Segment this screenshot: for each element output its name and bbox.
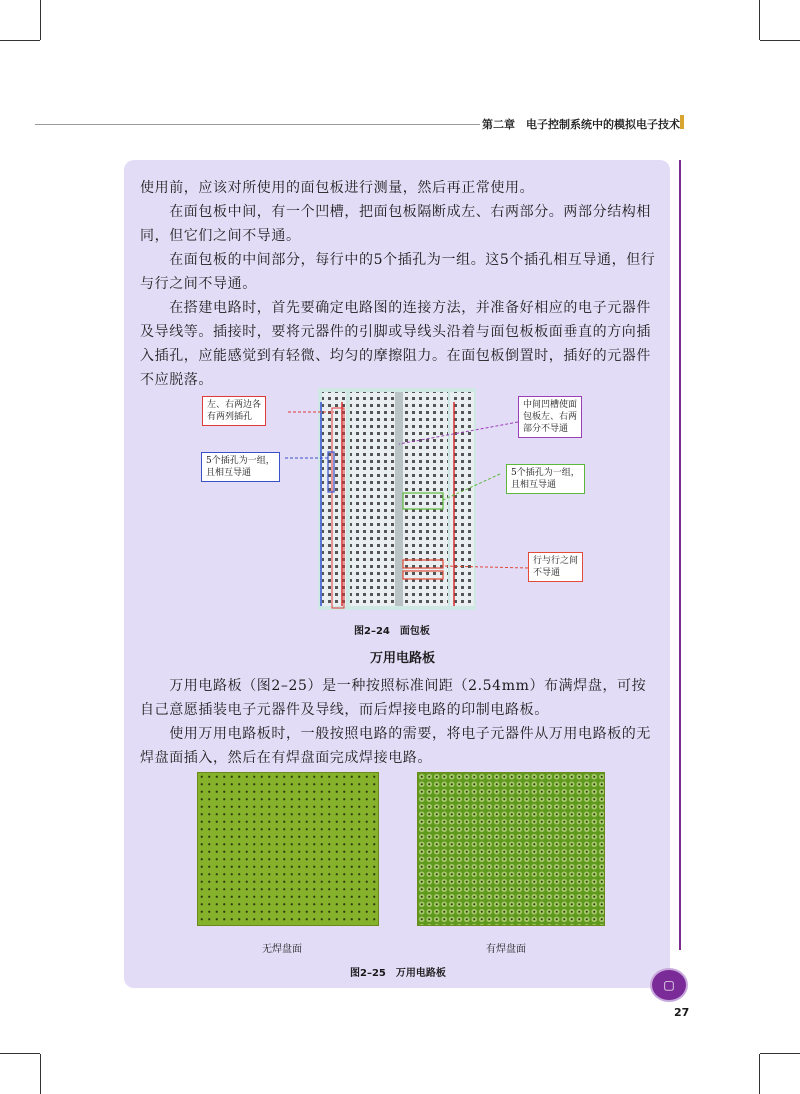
page-number: 27 — [674, 1006, 690, 1019]
callout-five-hole-group-right: 5个插孔为一组， 且相互导通 — [506, 464, 585, 494]
callout-row-isolation: 行与行之间 不导通 — [528, 552, 583, 582]
callout-side-columns: 左、右两边各 有两列插孔 — [202, 396, 266, 426]
crop-mark — [40, 0, 41, 40]
figure-label-no-pad: 无焊盘面 — [262, 944, 302, 955]
callout-center-groove: 中间凹槽使面 包板左、右两 部分不导通 — [518, 396, 582, 438]
crop-mark — [760, 1053, 800, 1054]
book-icon: ▢ — [650, 968, 688, 1002]
paragraph: 使用万用电路板时，一般按照电路的需要，将电子元器件从万用电路板的无焊盘面插入，然后在有焊盘面完成焊接电路。 — [140, 726, 651, 766]
callout-five-hole-group-left: 5个插孔为一组， 且相互导通 — [201, 452, 280, 482]
margin-bar — [679, 160, 681, 950]
paragraph: 在面包板的中间部分，每行中的5个插孔为一组。这5个插孔相互导通，但行与行之间不导通。 — [140, 252, 656, 292]
paragraph: 在搭建电路时，首先要确定电路图的连接方法，并准备好相应的电子元器件及导线等。插接时，要将元器件的引脚或导线头沿着与面包板板面垂直的方向插入插孔，应能感觉到有轻微、均匀的摩擦阻力。在面包板倒置时，插好的元器件不应脱落。 — [140, 300, 651, 388]
figure-label-pad: 有焊盘面 — [486, 944, 526, 955]
perfboard-no-pad-image — [197, 772, 379, 926]
breadboard-figure — [200, 388, 600, 610]
crop-mark — [0, 40, 40, 41]
perfboard-pad-image — [417, 772, 605, 926]
figure-caption: 图2–24 面包板 — [354, 626, 430, 637]
figure-caption: 图2–25 万用电路板 — [350, 968, 446, 979]
chapter-header: 第二章 电子控制系统中的模拟电子技术 — [482, 118, 680, 131]
crop-mark — [760, 40, 800, 41]
section-title: 万用电路板 — [370, 651, 436, 666]
crop-mark — [40, 1054, 41, 1094]
paragraph: 在面包板中间，有一个凹槽，把面包板隔断成左、右两部分。两部分结构相同，但它们之间不导通。 — [140, 204, 651, 244]
paragraph: 使用前，应该对所使用的面包板进行测量，然后再正常使用。 — [140, 180, 535, 196]
paragraph: 万用电路板（图2–25）是一种按照标准间距（2.54mm）布满焊盘，可按自己意愿插装电子元器件及导线，而后焊接电路的印制电路板。 — [140, 678, 647, 718]
crop-mark — [759, 1054, 760, 1094]
crop-mark — [759, 0, 760, 40]
header-accent-mark — [680, 115, 684, 129]
crop-mark — [0, 1053, 40, 1054]
